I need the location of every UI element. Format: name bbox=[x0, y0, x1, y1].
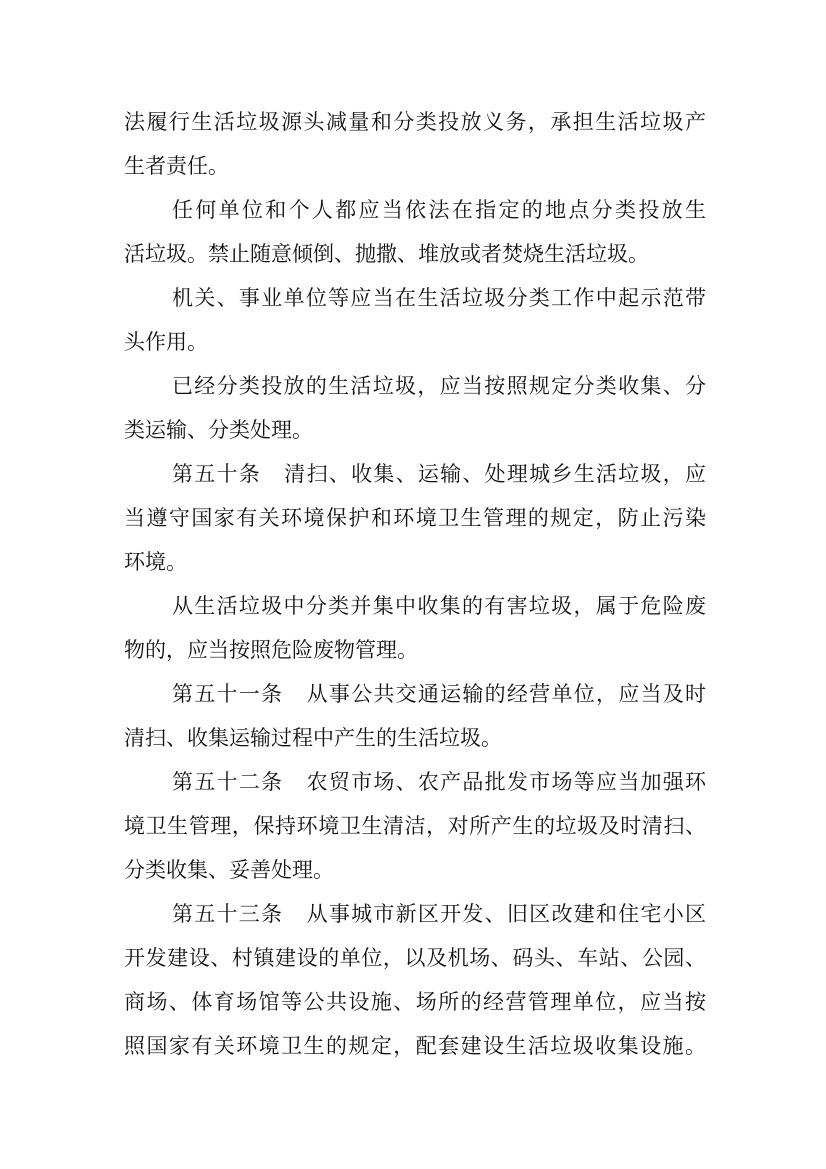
text-line: 任何单位和个人都应当依法在指定的地点分类投放生 bbox=[172, 198, 706, 222]
article-51 bbox=[124, 672, 706, 760]
text-line: 类运输、分类处理。 bbox=[124, 418, 313, 442]
paragraph bbox=[124, 364, 706, 452]
text-line: 从生活垃圾中分类并集中收集的有害垃圾，属于危险废 bbox=[172, 594, 706, 618]
text-line: 清扫、收集运输过程中产生的生活垃圾。 bbox=[124, 726, 502, 750]
text-line: 境卫生管理，保持环境卫生清洁，对所产生的垃圾及时清扫、 bbox=[124, 814, 706, 838]
text-line: 商场、体育场馆等公共设施、场所的经营管理单位，应当按 bbox=[124, 990, 706, 1014]
text-line: 机关、事业单位等应当在生活垃圾分类工作中起示范带 bbox=[172, 286, 706, 310]
text-line: 物的，应当按照危险废物管理。 bbox=[124, 638, 418, 662]
article-number: 第五十二条 bbox=[172, 770, 284, 794]
article-number: 第五十三条 bbox=[172, 902, 284, 926]
paragraph-continuation bbox=[124, 100, 706, 188]
text-line bbox=[124, 672, 706, 716]
article-number: 第五十一条 bbox=[172, 682, 284, 706]
paragraph bbox=[124, 188, 706, 276]
text-line: 头作用。 bbox=[124, 330, 208, 354]
text-line: 活垃圾。禁止随意倾倒、抛撒、堆放或者焚烧生活垃圾。 bbox=[124, 242, 649, 266]
article-text: 清扫、收集、运输、处理城乡生活垃圾，应 bbox=[283, 462, 707, 486]
text-line: 分类收集、妥善处理。 bbox=[124, 858, 334, 882]
text-line: 环境。 bbox=[124, 550, 187, 574]
document-body bbox=[124, 100, 706, 1068]
text-line: 生者责任。 bbox=[124, 154, 229, 178]
paragraph bbox=[124, 584, 706, 672]
paragraph bbox=[124, 276, 706, 364]
text-line bbox=[124, 452, 706, 496]
article-number: 第五十条 bbox=[172, 462, 262, 486]
article-text: 从事公共交通运输的经营单位，应当及时 bbox=[305, 682, 707, 706]
text-line: 照国家有关环境卫生的规定，配套建设生活垃圾收集设施。 bbox=[124, 1034, 706, 1058]
text-line: 开发建设、村镇建设的单位，以及机场、码头、车站、公园、 bbox=[124, 946, 706, 970]
text-line bbox=[124, 760, 706, 804]
article-50 bbox=[124, 452, 706, 584]
article-text: 从事城市新区开发、旧区改建和住宅小区 bbox=[305, 902, 707, 926]
article-text: 农贸市场、农产品批发市场等应当加强环 bbox=[305, 770, 707, 794]
text-line: 当遵守国家有关环境保护和环境卫生管理的规定，防止污染 bbox=[124, 506, 706, 530]
text-line: 法履行生活垃圾源头减量和分类投放义务，承担生活垃圾产 bbox=[124, 110, 706, 134]
text-line: 已经分类投放的生活垃圾，应当按照规定分类收集、分 bbox=[172, 374, 706, 398]
article-53 bbox=[124, 892, 706, 1068]
article-52 bbox=[124, 760, 706, 892]
text-line bbox=[124, 892, 706, 936]
